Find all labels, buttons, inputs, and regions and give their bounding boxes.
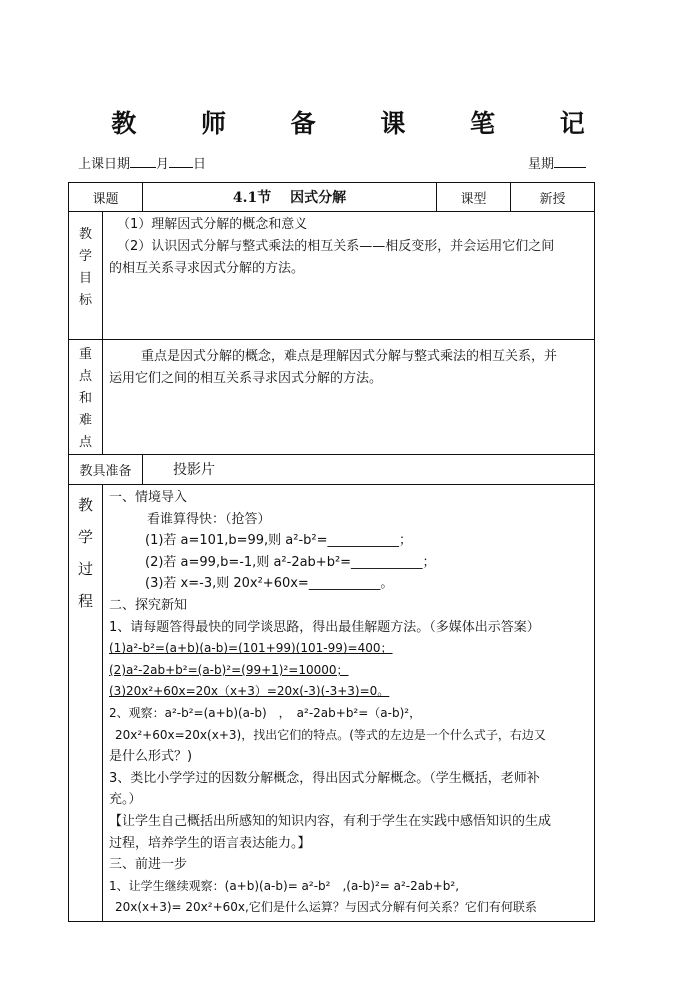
process-line: 二、探究新知 (109, 597, 188, 613)
lesson-plan-table (68, 182, 595, 922)
process-label-3: 过 (77, 560, 93, 578)
objectives-content (103, 212, 595, 340)
class-date-line (78, 153, 206, 172)
process-label (69, 485, 103, 922)
process-line: 1、请每题答得最快的同学谈思路，得出最佳解题方法。（多媒体出示答案） (109, 619, 540, 635)
process-line: 【让学生自己概括出所感知的知识内容，有利于学生在实践中感悟知识的生成 (109, 813, 552, 829)
process-label-4: 程 (77, 592, 93, 610)
keypoints-row (69, 340, 595, 455)
keypoints-label-2: 点 (78, 369, 92, 384)
process-line: 是什么形式？) (109, 749, 193, 765)
process-line: 1、让学生继续观察：(a+b)(a-b)= a²-b² ,(a-b)²= a²-2ab+b², (109, 878, 460, 893)
objective-line: （2）认识因式分解与整式乘法的相互关系——相反变形，并会运用它们之间 (117, 239, 555, 254)
keypoints-label (69, 340, 103, 455)
process-line: 过程，培养学生的语言表达能力。】 (109, 835, 311, 851)
process-line: 20x(x+3)= 20x²+60x,它们是什么运算？与因式分解有何关系？它们有何联系 (115, 900, 537, 915)
process-line: 三、前进一步 (109, 857, 188, 873)
process-line: 看谁算得快：（抢答） (147, 511, 271, 527)
process-line: (2)若 a=99,b=-1,则 a²-2ab+b²=___________； (145, 554, 436, 570)
keypoints-label-4: 难 (78, 413, 92, 428)
objective-line: （1）理解因式分解的概念和意义 (117, 217, 308, 232)
tools-row (69, 455, 595, 485)
week-line (528, 153, 586, 172)
week-blank (554, 155, 586, 168)
tools-value: 投影片 (143, 455, 595, 485)
keypoints-content (103, 340, 595, 455)
objective-line: 的相互关系寻求因式分解的方法。 (109, 261, 305, 276)
week-label: 星期 (528, 157, 555, 172)
keypoint-line: 重点是因式分解的概念，难点是理解因式分解与整式乘法的相互关系，并 (141, 349, 558, 364)
day-label: 日 (193, 157, 207, 172)
objectives-label-2: 学 (78, 249, 92, 264)
topic-row (69, 183, 595, 212)
process-row (69, 485, 595, 922)
keypoints-label-3: 和 (78, 391, 92, 406)
topic-value: 4.1节 因式分解 (143, 183, 437, 212)
keypoints-label-5: 点 (78, 435, 92, 450)
objectives-label-4: 标 (78, 293, 92, 308)
process-line: (1)a²-b²=(a+b)(a-b)=(101+99)(101-99)=400； (109, 641, 393, 656)
process-line: (3)20x²+60x=20x（x+3）=20x(-3)(-3+3)=0。 (109, 684, 390, 699)
tools-label: 教具准备 (69, 455, 143, 485)
process-label-1: 教 (77, 496, 93, 514)
process-line: 3、类比小学学过的因数分解概念，得出因式分解概念。（学生概括，老师补 (109, 770, 540, 786)
page-title: 教 师 备 课 笔 记 (111, 109, 613, 138)
process-line: 充。） (109, 792, 142, 808)
process-line: 一、情境导入 (109, 490, 188, 505)
objectives-row (69, 212, 595, 340)
process-content (103, 485, 595, 922)
date-prefix: 上课日期 (78, 157, 131, 172)
month-label: 月 (156, 157, 170, 172)
process-line: 2、观察：a²-b²=(a+b)(a-b) ， a²-2ab+b²=（a-b)²， (109, 705, 422, 720)
objectives-label (69, 212, 103, 340)
objectives-label-1: 教 (78, 227, 92, 242)
process-line: (2)a²-2ab+b²=(a-b)²=(99+1)²=10000； (109, 662, 349, 677)
day-blank (169, 155, 193, 168)
process-line: (3)若 x=-3,则 20x²+60x=___________。 (145, 576, 394, 592)
type-label: 课型 (437, 183, 511, 212)
keypoints-label-1: 重 (78, 347, 92, 362)
keypoint-line: 运用它们之间的相互关系寻求因式分解的方法。 (109, 371, 383, 386)
process-line: (1)若 a=101,b=99,则 a²-b²=___________； (145, 533, 413, 549)
topic-label: 课题 (69, 183, 143, 212)
type-value: 新授 (511, 183, 595, 212)
objectives-label-3: 目 (78, 271, 92, 286)
process-label-2: 学 (77, 528, 93, 546)
month-blank (130, 155, 156, 168)
process-line: 20x²+60x=20x(x+3)，找出它们的特点。(等式的左边是一个什么式子，右边又 (115, 727, 546, 742)
